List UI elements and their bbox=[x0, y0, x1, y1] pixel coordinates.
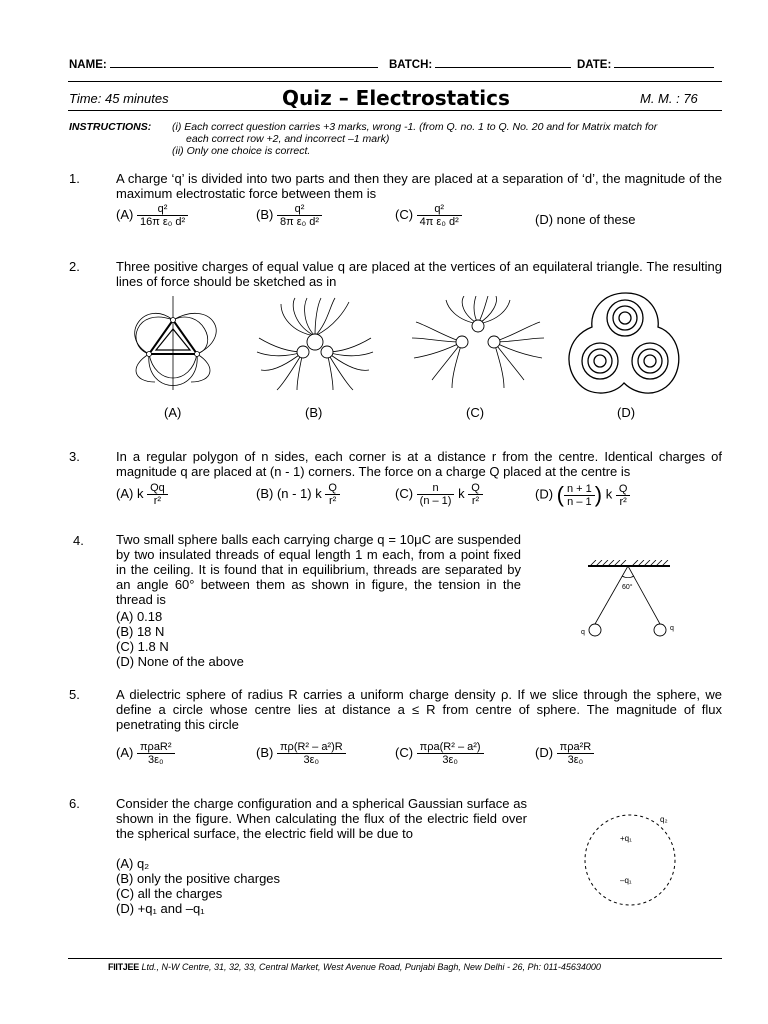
instruction-line: each correct row +2, and incorrect –1 mark) bbox=[186, 133, 390, 145]
figure-label: (D) bbox=[617, 405, 636, 420]
options-list bbox=[116, 856, 280, 916]
figure-label: (C) bbox=[466, 405, 485, 420]
option-label: (A) bbox=[116, 206, 134, 222]
question-number: 3. bbox=[69, 449, 80, 464]
field-lines-figure-c bbox=[412, 296, 544, 392]
option-b bbox=[256, 482, 340, 507]
numerator: πρaR² bbox=[139, 741, 172, 753]
option-d: (D) None of the above bbox=[116, 654, 244, 669]
question-text: Three positive charges of equal value q are placed at the vertices of an equilateral triangle. The resulting lines of force should be sketched as in bbox=[116, 259, 722, 289]
question-text: A dielectric sphere of radius R carries a uniform charge density ρ. If we slice through the sphere, we define a circle whose centre lies at distance a ≤ R from centre of sphere. The magnitude of flux penetrating this circle bbox=[116, 687, 722, 732]
batch-field bbox=[389, 57, 571, 71]
option-a: (A) 0.18 bbox=[116, 609, 163, 624]
charge-label: q bbox=[670, 625, 674, 632]
fraction bbox=[417, 482, 455, 507]
denominator: n – 1 bbox=[564, 495, 595, 508]
question-number: 2. bbox=[69, 259, 80, 274]
option-c bbox=[395, 203, 462, 228]
fraction bbox=[147, 482, 168, 507]
numerator: πρa²R bbox=[559, 741, 592, 753]
option-label: (B) bbox=[256, 206, 274, 222]
question-number: 1. bbox=[69, 171, 80, 186]
option-a: (A) q₂ bbox=[116, 856, 150, 871]
date-field bbox=[577, 57, 714, 71]
numerator: Q bbox=[618, 482, 628, 495]
question-text: In a regular polygon of n sides, each corner is at a distance r from the centre. Identical charges of magnitude q are placed at (n - 1) corners. The force on a charge Q placed at the centre is bbox=[116, 449, 722, 479]
option-b: (B) 18 N bbox=[116, 624, 165, 639]
question-text: Two small sphere balls each carrying charge q = 10μC are suspended by two insulated threads of equal length 1 m each, from a point fixed in the ceiling. It is found that in equilibrium, threads are separated by an angle 60° between them as shown in figure, the tension in the thread is bbox=[116, 532, 521, 607]
instructions-label: INSTRUCTIONS: bbox=[69, 121, 152, 133]
option-label: (B) (n - 1) k bbox=[256, 485, 322, 501]
constant-k: k bbox=[605, 486, 613, 502]
title-rule bbox=[68, 110, 722, 111]
options-list bbox=[116, 609, 244, 669]
denominator: 3ε₀ bbox=[137, 753, 175, 766]
question-text: Consider the charge configuration and a spherical Gaussian surface as shown in the figure. When calculating the flux of the electric field over the spherical surface, the electric field will be due to bbox=[116, 796, 527, 841]
option-c bbox=[395, 482, 483, 507]
field-lines-figure-b bbox=[255, 296, 375, 392]
charge-q2-label: q₂ bbox=[660, 815, 668, 824]
gaussian-surface-figure bbox=[580, 808, 684, 908]
pendulum-figure bbox=[578, 560, 678, 642]
question-text: A charge ‘q’ is divided into two parts and then they are placed at a separation of ‘d’, the magnitude of the maximum electrostatic force between them is bbox=[116, 171, 722, 201]
figure-label: (A) bbox=[164, 405, 182, 420]
fraction bbox=[616, 483, 631, 508]
numerator: q² bbox=[157, 203, 168, 215]
option-label: (C) bbox=[395, 206, 414, 222]
charge-plus-q1-label: +q₁ bbox=[620, 834, 632, 843]
option-c bbox=[395, 741, 484, 766]
denominator: r² bbox=[147, 494, 168, 507]
denominator: 8π ε₀ d² bbox=[277, 215, 322, 228]
numerator: q² bbox=[294, 203, 305, 215]
time-limit: Time: 45 minutes bbox=[69, 91, 169, 106]
batch-blank bbox=[435, 57, 571, 68]
numerator: Q bbox=[471, 482, 480, 494]
fraction bbox=[137, 203, 188, 228]
charge-minus-q1-label: –q₁ bbox=[620, 876, 632, 885]
question-number: 5. bbox=[69, 687, 80, 702]
fraction bbox=[468, 482, 483, 507]
question-number: 6. bbox=[69, 796, 80, 811]
option-label: (B) bbox=[256, 744, 274, 760]
denominator: 4π ε₀ d² bbox=[417, 215, 462, 228]
numerator: n + 1 bbox=[567, 482, 592, 495]
date-label: DATE: bbox=[577, 59, 612, 71]
brand-logo: FIITJEE bbox=[108, 962, 139, 972]
fraction bbox=[137, 741, 175, 766]
page-title: Quiz – Electrostatics bbox=[282, 86, 510, 110]
option-label: (A) k bbox=[116, 485, 144, 501]
numerator: Qq bbox=[150, 482, 165, 494]
right-paren: ) bbox=[594, 482, 603, 507]
left-paren: ( bbox=[556, 482, 564, 507]
instruction-line: (ii) Only one choice is correct. bbox=[172, 145, 311, 157]
footer-address: Ltd., N-W Centre, 31, 32, 33, Central Market, West Avenue Road, Punjabi Bagh, New Delhi - 26, Ph: 011-45634000 bbox=[141, 962, 601, 972]
date-blank bbox=[614, 57, 714, 68]
batch-label: BATCH: bbox=[389, 59, 433, 71]
fraction bbox=[277, 203, 322, 228]
figure-label: (B) bbox=[305, 405, 323, 420]
numerator: q² bbox=[434, 203, 445, 215]
numerator: πρa(R² – a²) bbox=[419, 741, 481, 753]
question-number: 4. bbox=[73, 533, 84, 548]
option-d bbox=[535, 741, 594, 766]
option-a bbox=[116, 203, 188, 228]
option-label: (C) bbox=[395, 744, 414, 760]
fraction bbox=[277, 741, 346, 766]
angle-label: 60° bbox=[622, 584, 633, 591]
header-rule bbox=[68, 81, 722, 82]
option-label: (D) bbox=[535, 744, 554, 760]
denominator: r² bbox=[468, 494, 483, 507]
option-b bbox=[256, 741, 346, 766]
option-label: (D) bbox=[535, 486, 554, 502]
name-field bbox=[69, 57, 378, 71]
option-a bbox=[116, 482, 168, 507]
instruction-line: (i) Each correct question carries +3 marks, wrong -1. (from Q. no. 1 to Q. No. 20 and for Matrix match for bbox=[172, 121, 658, 133]
denominator: (n – 1) bbox=[417, 494, 455, 507]
field-lines-figure-a bbox=[125, 296, 235, 392]
instructions-body bbox=[172, 121, 724, 157]
option-c: (C) all the charges bbox=[116, 886, 223, 901]
name-blank bbox=[110, 57, 378, 68]
fraction bbox=[325, 482, 340, 507]
denominator: 3ε₀ bbox=[417, 753, 484, 766]
option-d bbox=[535, 482, 630, 508]
footer-rule bbox=[68, 958, 722, 959]
denominator: r² bbox=[325, 494, 340, 507]
numerator: Q bbox=[328, 482, 337, 494]
fraction bbox=[557, 741, 595, 766]
option-d: (D) +q₁ and –q₁ bbox=[116, 901, 205, 916]
denominator: r² bbox=[616, 495, 631, 508]
denominator: 16π ε₀ d² bbox=[137, 215, 188, 228]
fraction bbox=[564, 483, 595, 508]
option-b: (B) only the positive charges bbox=[116, 871, 281, 886]
option-label: (C) bbox=[395, 485, 414, 501]
option-label: (A) bbox=[116, 744, 134, 760]
option-b bbox=[256, 203, 322, 228]
numerator: n bbox=[432, 482, 439, 494]
footer bbox=[108, 962, 601, 972]
charge-label: q bbox=[581, 629, 585, 636]
denominator: 3ε₀ bbox=[277, 753, 346, 766]
option-d: (D) none of these bbox=[535, 212, 636, 227]
option-c: (C) 1.8 N bbox=[116, 639, 169, 654]
option-a bbox=[116, 741, 175, 766]
constant-k: k bbox=[458, 485, 465, 501]
denominator: 3ε₀ bbox=[557, 753, 595, 766]
name-label: NAME: bbox=[69, 59, 107, 71]
fraction bbox=[417, 203, 462, 228]
max-marks: M. M. : 76 bbox=[640, 91, 698, 106]
field-lines-figure-d bbox=[566, 291, 684, 397]
fraction bbox=[417, 741, 484, 766]
numerator: πρ(R² – a²)R bbox=[279, 741, 343, 753]
